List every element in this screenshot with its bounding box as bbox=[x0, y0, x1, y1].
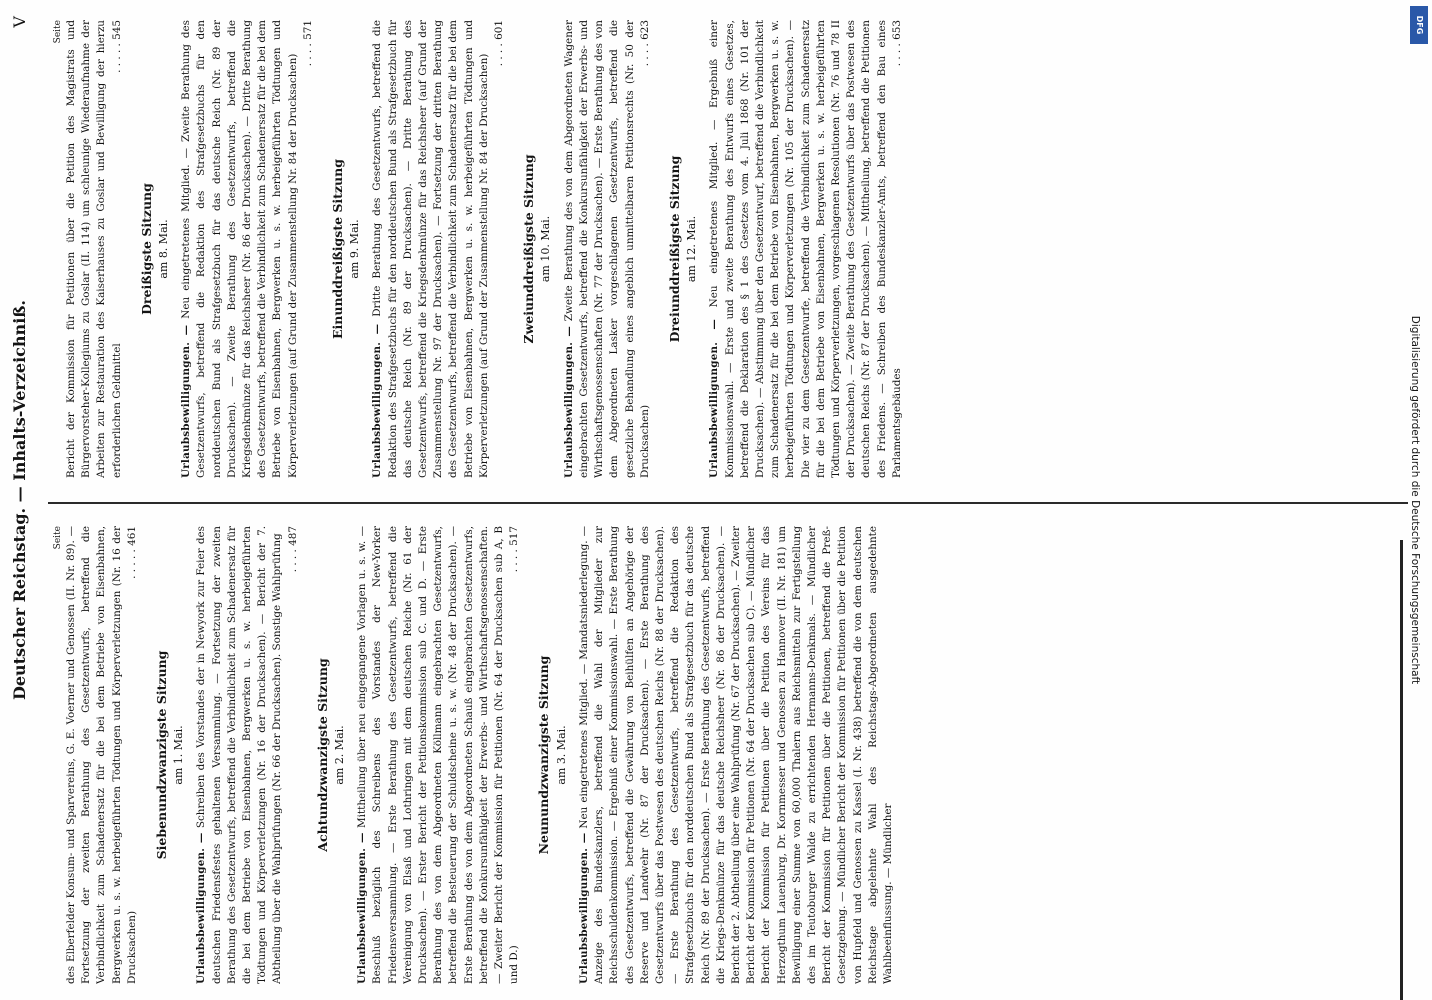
right-column bbox=[52, 20, 1412, 478]
session-entry bbox=[370, 20, 507, 478]
page-ref: . . . . 623 bbox=[638, 20, 651, 67]
dfg-logo: DFG bbox=[1410, 6, 1428, 44]
running-head-title: Deutscher Reichstag. — Inhalts-Verzeichniß. bbox=[10, 300, 29, 701]
session-entry bbox=[355, 526, 522, 984]
page-ref: . . . . 517 bbox=[508, 526, 521, 573]
session-heading: Achtundzwanzigste Sitzung bbox=[314, 658, 330, 852]
session-date: am 3. Mai. bbox=[554, 725, 568, 785]
running-head bbox=[10, 16, 36, 984]
entry-text: Mittheilung über neu eingegangene Vorlagen u. s. w. — Beschluß bezüglich des Schreibens des Vorstandes der New-Yorker Friedensversammlung. — Erste Berathung des Gesetzentwurfs, betreffend die Vereinigung von Elsaß und Lothringen mit dem deutschen Reiche (Nr. 61 der Drucksachen). — Erster Bericht der Petitionskommission sub C. und D. — Erste Berathung des von dem Abgeordneten Köllmann eingebrachten Gesetzentwurfs, betreffend die Besteuerung der Schuldscheine u. s. w. (Nr. 48 der Drucksachen). — Erste Berathung des von dem Abgeordneten Schauß eingebrachten Gesetzentwurfs, betreffend die Konkursunfähigkeit der Erwerbs- und Wirthschaftsgenossenschaften. — Zweiter Bericht der Kommission für Petitionen (Nr. 64 der Drucksachen sub A, B und D.) bbox=[356, 526, 521, 984]
seite-label: Seite bbox=[53, 20, 63, 44]
page-ref: . . . . . 461 bbox=[125, 526, 138, 579]
session-entry bbox=[707, 20, 905, 478]
left-column bbox=[52, 526, 1412, 984]
session-heading: Dreißigste Sitzung bbox=[138, 183, 154, 315]
session-entry bbox=[194, 526, 300, 984]
entry-text: Neu eingetretenes Mitglied. — Ergebniß einer Kommissionswahl. — Erste und zweite Berathung des Entwurfs eines Gesetzes, betreffend die Deklaration des § 1 des Gesetzes vom 4. Juli 1868 (Nr. 101 der Drucksachen). — Abstimmung über den Gesetzentwurf, betreffend die Verbindlichkeit zum Schadenersatz für die bei dem Betriebe von Eisenbahnen, Bergwerken u. s. w. herbeigeführten Tödtungen und Körperverletzungen (Nr. 105 der Drucksachen). — Die vier zu dem Gesetzentwurfe, betreffend die Verbindlichkeit zum Schadenersatz für die bei dem Betriebe von Eisenbahnen, Bergwerken u. s. w. herbeigeführten Tödtungen und Körperverletzungen, vorgeschlagenen Resolutionen (Nr. 76 und 78 II der Drucksachen). — Zweite Berathung des Gesetzentwurfs über das Postwesen des deutschen Reichs (Nr. 87 der Drucksachen). — Mittheilung, betreffend die Petitionen des Friedens. — Schreiben des Bundeskanzler-Amts, betreffend den Bau eines Parlamentsgebäudes bbox=[708, 20, 903, 478]
entry-text: Zweite Berathung des von dem Abgeordneten Wagener eingebrachten Gesetzentwurfs, betreffend die Konkursunfähigkeit der Erwerbs- und Wirthschaftsgenossenschaften (Nr. 77 der Drucksachen). — Erste Berathung des von dem Abgeordneten Lasker vorgeschlagenen Gesetzentwurfs, betreffend die gesetzliche Behandlung eines angeblich unmittelbaren Petitionsrechts (Nr. 50 der Drucksachen) bbox=[562, 20, 651, 478]
session-entry bbox=[179, 20, 316, 478]
session-heading: Dreiunddreißigste Sitzung bbox=[666, 155, 682, 343]
entry-prefix: Urlaubsbewilligungen. — bbox=[195, 832, 208, 984]
entry-prefix: Urlaubsbewilligungen. — bbox=[577, 832, 590, 984]
column-divider bbox=[48, 502, 1408, 504]
intro-text: des Elberfelder Konsum- und Sparvereins, G. E. Voerner und Genossen (II. Nr. 89). — Fortsetzung der zweiten Berathung des Gesetzentwurfs, betreffend die Verbindlichkeit zum Schadenersatz für die bei dem Betriebe von Eisenbahnen, Bergwerken u. s. w. herbeigeführten Tödtungen und Körperverletzungen (Nr. 16 der Drucksachen) bbox=[65, 526, 138, 984]
session-entry bbox=[577, 526, 896, 984]
session-date: am 12. Mai. bbox=[685, 215, 699, 283]
seite-label: Seite bbox=[53, 526, 63, 550]
page-ref: . . . . 653 bbox=[890, 20, 903, 67]
digitization-note-text: Digitalisierung gefördert durch die Deutsche Forschungsgemeinschaft bbox=[1409, 315, 1421, 685]
page-number: V bbox=[10, 16, 29, 28]
entry-text: Schreiben des Vorstandes der in Newyork zur Feier des deutschen Friedensfestes gehaltenen Versammlung. — Fortsetzung der zweiten Berathung des Gesetzentwurfs, betreffend die Verbindlichkeit zum Schadenersatz für die bei dem Betriebe von Eisenbahnen, Bergwerken u. s. w. herbeigeführten Tödtungen und Körperverletzungen (Nr. 16 der Drucksachen). — Bericht der 7. Abtheilung über die Wahlprüfungen (Nr. 66 der Drucksachen). Sonstige Wahlprüfung bbox=[195, 526, 284, 984]
session-heading: Neunundzwanzigste Sitzung bbox=[536, 655, 552, 855]
session-date: am 10. Mai. bbox=[539, 215, 553, 283]
session-date: am 2. Mai. bbox=[333, 725, 347, 785]
session-heading: Siebenundzwanzigste Sitzung bbox=[154, 650, 170, 860]
intro-entry bbox=[64, 20, 125, 478]
entry-text: Neu eingetretenes Mitglied. — Zweite Berathung des Gesetzentwurfs, betreffend die Redaktion des Strafgesetzbuchs für den norddeutschen Bund als Strafgesetzbuch für das deutsche Reich (Nr. 89 der Drucksachen). — Zweite Berathung des Gesetzentwurfs, betreffend die Kriegsdenkmünze für das Reichsheer (Nr. 86 der Drucksachen). — Dritte Berathung des Gesetzentwurfs, betreffend die Verbindlichkeit zum Schadenersatz für die bei dem Betriebe von Eisenbahnen, Bergwerken u. s. w. herbeigeführten Tödtungen und Körperverletzungen (auf Grund der Zusammenstellung Nr. 84 der Drucksachen) bbox=[180, 20, 299, 478]
session-heading: Zweiunddreißigste Sitzung bbox=[521, 154, 537, 344]
entry-prefix: Urlaubsbewilligungen. — bbox=[356, 832, 369, 984]
digitization-note bbox=[1402, 10, 1428, 990]
entry-text: Dritte Berathung des Gesetzentwurfs, betreffend die Redaktion des Strafgesetzbuchs für den norddeutschen Bund als Strafgesetzbuch für das deutsche Reich (Nr. 89 der Drucksachen). — Dritte Berathung des Gesetzentwurfs, betreffend die Kriegsdenkmünze für das Reichsheer (auf Grund der Zusammenstellung Nr. 97 der Drucksachen). — Fortsetzung der dritten Berathung des Gesetzentwurfs, betreffend die Verbindlichkeit zum Schadenersatz für die bei dem Betriebe von Eisenbahnen, Bergwerken u. s. w. herbeigeführten Tödtungen und Körperverletzungen (auf Grund der Zusammenstellung Nr. 84 der Drucksachen) bbox=[371, 20, 490, 478]
entry-prefix: Urlaubsbewilligungen. — bbox=[708, 319, 721, 478]
page-ref: . . . . . 545 bbox=[110, 20, 123, 73]
page-ref: . . . . 571 bbox=[301, 20, 314, 67]
session-date: am 8. Mai. bbox=[157, 219, 171, 279]
intro-entry bbox=[64, 526, 140, 984]
intro-text: Bericht der Kommission für Petitionen über die Petition des Magistrats und Bürgervorsteher-Kollegiums zu Goslar (II. 114) um schleunige Wiederaufnahme der Arbeiten zur Restauration des Kaiserhauses zu Goslar und Bewilligung der hierzu erforderlichen Geldmittel bbox=[65, 20, 123, 478]
session-entry bbox=[562, 20, 653, 478]
page-ref: . . . . 601 bbox=[493, 20, 506, 67]
session-date: am 1. Mai. bbox=[172, 725, 186, 785]
entry-prefix: Urlaubsbewilligungen. — bbox=[562, 326, 575, 478]
session-heading: Einunddreißigste Sitzung bbox=[330, 159, 346, 339]
entry-prefix: Urlaubsbewilligungen. — bbox=[371, 323, 384, 478]
entry-prefix: Urlaubsbewilligungen. — bbox=[180, 324, 193, 478]
entry-text: Neu eingetretenes Mitglied. — Mandatsniederlegung. — Anzeige des Bundeskanzlers, betreffend die Wahl der Mitglieder zur Reichsschuldenkommission. — Ergebniß einer Kommissionswahl. — Erste Berathung des Gesetzentwurfs, betreffend die Gewährung von Beihülfen an Angehörige der Reserve und Landwehr (Nr. 87 der Drucksachen). — Erste Berathung des Gesetzentwurfs über das Postwesen des deutschen Reichs (Nr. 88 der Drucksachen). — Erste Berathung des Gesetzentwurfs, betreffend die Redaktion des Strafgesetzbuchs für den norddeutschen Bund als Strafgesetzbuch für das deutsche Reich (Nr. 89 der Drucksachen). — Erste Berathung des Gesetzentwurfs, betreffend die Kriegs-Denkmünze für das deutsche Reichsheer (Nr. 86 der Drucksachen). — Bericht der 2. Abtheilung über eine Wahlprüfung (Nr. 67 der Drucksachen). — Zweiter Bericht der Kommission für Petitionen (Nr. 64 der Drucksachen sub C). — Mündlicher Bericht der Kommission für Petitionen über die Petition des Vereins für das Herzogthum Lauenburg, Dr. Kornmesser und Genossen zu Hannover (II. Nr. 181) um Bewilligung einer Summe von 60,000 Thalern aus Reichsmitteln zur Fertigstellung des im Teutoburger Walde zu errichtenden Hermanns-Denkmals. — Mündlicher Bericht der Kommission für Petitionen über die Petitionen, betreffend die Preß-Gesetzgebung. — Mündlicher Bericht der Kommission für Petitionen über die Petition von Hupfeld und Genossen zu Kassel (I. Nr. 438) betreffend die von dem deutschen Reichstage abgelehnte Wahl des Reichstags-Abgeordneten ausgedehnte Wahlbeeinflussung. — Mündlicher bbox=[577, 526, 894, 984]
session-date: am 9. Mai. bbox=[348, 219, 362, 279]
page-ref: . . . . 487 bbox=[286, 526, 299, 573]
